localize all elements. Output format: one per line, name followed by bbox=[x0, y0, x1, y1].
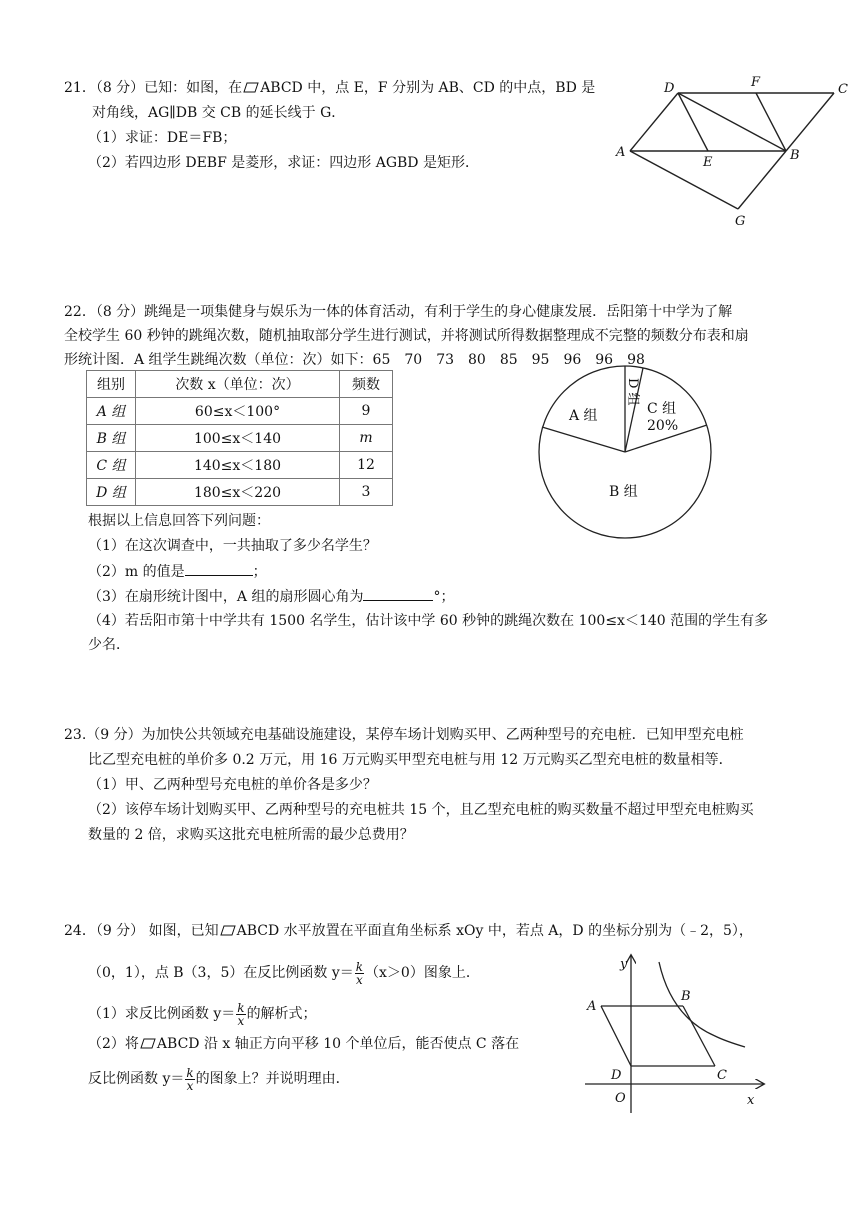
q24-part1: （1）求反比例函数 y＝ $\frac{k}{x}$ 的解析式； bbox=[88, 1000, 317, 1028]
label-A: A bbox=[587, 999, 597, 1014]
label-D: D bbox=[611, 1068, 622, 1083]
q23-part2-line1: （2）该停车场计划购买甲、乙两种型号的充电桩共 15 个，且乙型充电桩的购买数量不超过甲型充电桩购买 bbox=[88, 802, 754, 818]
table-cell: 12 bbox=[340, 452, 393, 479]
label-E: E bbox=[703, 155, 713, 170]
q21-line2: 对角线，AG∥DB 交 CB 的延长线于 G． bbox=[92, 105, 346, 121]
q21-line1: 21．（8 分）已知：如图，在 ABCD 中，点 E，F 分别为 AB、CD 的中点，BD 是 bbox=[64, 80, 596, 96]
fraction-k-over-x: $\frac{k}{x}$ bbox=[355, 959, 364, 987]
parallelogram-symbol-icon bbox=[220, 925, 236, 936]
table-cell: D 组 bbox=[87, 479, 136, 506]
pie-chart bbox=[535, 360, 720, 540]
answer-blank bbox=[185, 561, 253, 576]
table-header: 次数 x（单位：次） bbox=[136, 371, 340, 398]
table-cell: C 组 bbox=[87, 452, 136, 479]
q21-figure bbox=[606, 68, 856, 233]
q22-line1: 22．（8 分）跳绳是一项集健身与娱乐为一体的体育活动，有利于学生的身心健康发展．岳阳第十中学为了解 bbox=[64, 304, 733, 320]
q23-part2-line2: 数量的 2 倍，求购买这批充电桩所需的最少总费用？ bbox=[88, 827, 414, 843]
table-row bbox=[87, 425, 393, 452]
q24-line1: 24．（9 分） 如图，已知 ABCD 水平放置在平面直角坐标系 xOy 中，若点 A，D 的坐标分别为（﹣2，5）， bbox=[64, 923, 753, 939]
hyperbola-curve bbox=[659, 962, 745, 1047]
label-A: A bbox=[616, 145, 626, 160]
pie-label-b: B 组 bbox=[609, 484, 638, 500]
q22-part4-line1: （4）若岳阳市第十中学共有 1500 名学生，估计该中学 60 秒钟的跳绳次数在 100≤x＜140 范围的学生有多 bbox=[88, 613, 769, 629]
table-cell: 60≤x＜100° bbox=[136, 398, 340, 425]
q24-part2-line1: （2）将 ABCD 沿 x 轴正方向平移 10 个单位后，能否使点 C 落在 bbox=[88, 1036, 520, 1052]
label-B: B bbox=[790, 148, 800, 163]
parallelogram-symbol-icon bbox=[243, 82, 259, 93]
table-cell: A 组 bbox=[87, 398, 136, 425]
table-cell: B 组 bbox=[87, 425, 136, 452]
table-cell: 180≤x＜220 bbox=[136, 479, 340, 506]
q21-part1: （1）求证：DE＝FB； bbox=[88, 130, 237, 146]
axis-label-x: x bbox=[747, 1093, 755, 1108]
parallelogram-symbol-icon bbox=[140, 1038, 156, 1049]
label-B: B bbox=[681, 989, 691, 1004]
label-F: F bbox=[751, 75, 761, 90]
q22-part4-line2: 少名． bbox=[88, 637, 130, 653]
label-C: C bbox=[717, 1068, 727, 1083]
table-row bbox=[87, 398, 393, 425]
table-header: 频数 bbox=[340, 371, 393, 398]
fraction-k-over-x: $\frac{k}{x}$ bbox=[237, 1000, 245, 1028]
pie-label-c-percent: 20% bbox=[647, 418, 679, 434]
pie-label-c: C 组 bbox=[647, 401, 677, 417]
q21-part2: （2）若四边形 DEBF 是菱形，求证：四边形 AGBD 是矩形． bbox=[88, 155, 479, 171]
q22-line2: 全校学生 60 秒钟的跳绳次数，随机抽取部分学生进行测试，并将测试所得数据整理成不完整的频数分布表和扇 bbox=[64, 328, 749, 344]
q22-part1: （1）在这次调查中，一共抽取了多少名学生？ bbox=[88, 538, 377, 554]
table-header-row bbox=[87, 371, 393, 398]
q22-line3: 形统计图．A 组学生跳绳次数（单位：次）如下：65 70 73 80 85 95 96 96 98 bbox=[64, 352, 645, 368]
q23-part1: （1）甲、乙两种型号充电桩的单价各是多少？ bbox=[88, 777, 377, 793]
table-header: 组别 bbox=[87, 371, 136, 398]
q24-line2: （0，1），点 B（3，5）在反比例函数 y＝ $\frac{k}{x}$ （x＞0）图象上． bbox=[88, 959, 480, 987]
q22-intro: 根据以上信息回答下列问题： bbox=[88, 513, 270, 529]
table-row bbox=[87, 452, 393, 479]
q22-part2: （2）m 的值是 ； bbox=[88, 561, 267, 582]
q24-part2-line2: 反比例函数 y＝ $\frac{k}{x}$ 的图象上？并说明理由． bbox=[88, 1065, 350, 1093]
q22-part3: （3）在扇形统计图中，A 组的扇形圆心角为 °； bbox=[88, 586, 454, 607]
pie-label-a: A 组 bbox=[569, 408, 598, 424]
q23-line1: 23.（9 分）为加快公共领域充电基础设施建设，某停车场计划购买甲、乙两种型号的充电桩．已知甲型充电桩 bbox=[64, 727, 744, 743]
label-D: D bbox=[664, 81, 675, 96]
label-C: C bbox=[838, 82, 848, 97]
label-G: G bbox=[735, 214, 746, 229]
pie-label-d: D 组 bbox=[625, 378, 640, 406]
table-row bbox=[87, 479, 393, 506]
fraction-k-over-x: $\frac{k}{x}$ bbox=[186, 1065, 194, 1093]
table-cell: m bbox=[340, 425, 393, 452]
table-cell: 140≤x＜180 bbox=[136, 452, 340, 479]
frequency-table bbox=[86, 370, 393, 506]
table-cell: 3 bbox=[340, 479, 393, 506]
q24-coordinate-figure bbox=[575, 948, 770, 1118]
label-O: O bbox=[615, 1091, 626, 1106]
answer-blank bbox=[363, 586, 433, 601]
table-cell: 9 bbox=[340, 398, 393, 425]
table-cell: 100≤x＜140 bbox=[136, 425, 340, 452]
q23-line2: 比乙型充电桩的单价多 0.2 万元，用 16 万元购买甲型充电桩与用 12 万元购买乙型充电桩的数量相等． bbox=[88, 752, 733, 768]
axis-label-y: y bbox=[620, 957, 628, 972]
